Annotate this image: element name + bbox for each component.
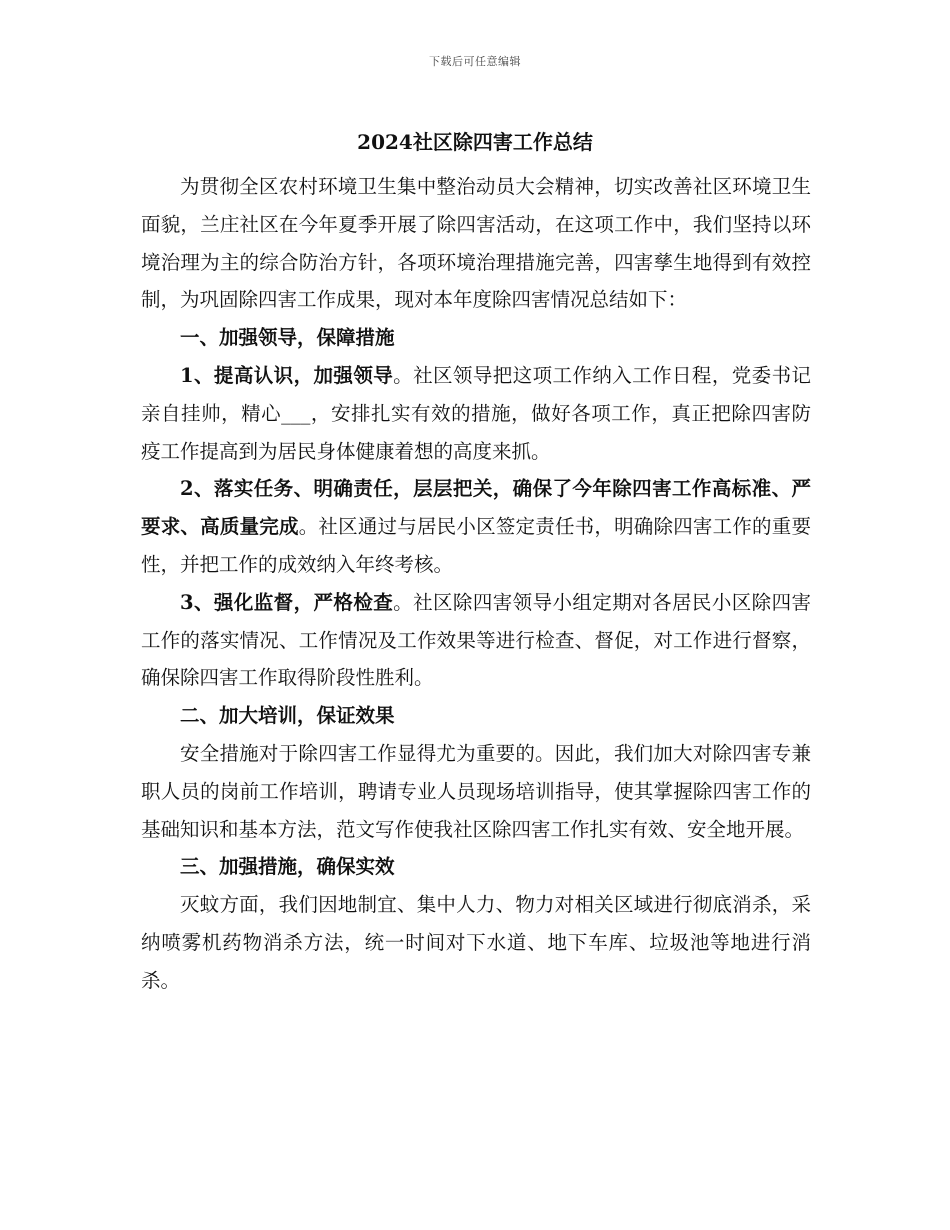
page-header: 下载后可任意编辑 <box>429 55 521 68</box>
item-2-text: 。社区通过与居民小区签定责任书，明确除四害工作的重要性，并把工作的成效纳入年终考核。 <box>141 515 811 576</box>
intro-paragraph: 为贯彻全区农村环境卫生集中整治动员大会精神，切实改善社区环境卫生面貌，兰庄社区在今年夏季开展了除四害活动，在这项工作中，我们坚持以环境治理为主的综合防治方针，各项环境治理措施完善，四害孳生地得到有效控制，为巩固除四害工作成果，现对本年度除四害情况总结如下： <box>141 175 811 312</box>
item-3-lead: 3、强化监督，严格检查 <box>180 590 394 614</box>
section-1-item-2 <box>141 470 811 583</box>
section-1-heading: 一、加强领导，保障措施 <box>180 326 395 350</box>
item-1-text: 。社区领导把这项工作纳入工作日程，党委书记亲自挂帅，精心___，安排扎实有效的措施，做好各项工作，真正把除四害防疫工作提高到为居民身体健康着想的高度来抓。 <box>141 363 811 463</box>
section-3-heading: 三、加强措施，确保实效 <box>180 855 395 879</box>
section-3-paragraph: 灭蚊方面，我们因地制宜、集中人力、物力对相关区域进行彻底消杀，采纳喷雾机药物消杀方法，统一时间对下水道、地下车库、垃圾池等地进行消杀。 <box>141 893 811 992</box>
item-1-lead: 1、提高认识，加强领导 <box>180 363 394 387</box>
item-3-text: 。社区除四害领导小组定期对各居民小区除四害工作的落实情况、工作情况及工作效果等进行检查、督促，对工作进行督察，确保除四害工作取得阶段性胜利。 <box>141 590 811 690</box>
section-2-paragraph: 安全措施对于除四害工作显得尤为重要的。因此，我们加大对除四害专兼职人员的岗前工作培训，聘请专业人员现场培训指导，使其掌握除四害工作的基础知识和基本方法，范文写作使我社区除四害工作扎实有效、安全地开展。 <box>141 741 811 841</box>
section-1-item-3 <box>141 584 811 697</box>
document-title: 2024社区除四害工作总结 <box>357 130 593 154</box>
section-2-heading: 二、加大培训，保证效果 <box>180 704 395 728</box>
section-1-item-1 <box>141 357 811 470</box>
document-body <box>141 168 811 1000</box>
item-2-lead: 2、落实任务、明确责任，层层把关，确保了今年除四害工作高标准、严要求、高质量完成 <box>141 477 811 539</box>
